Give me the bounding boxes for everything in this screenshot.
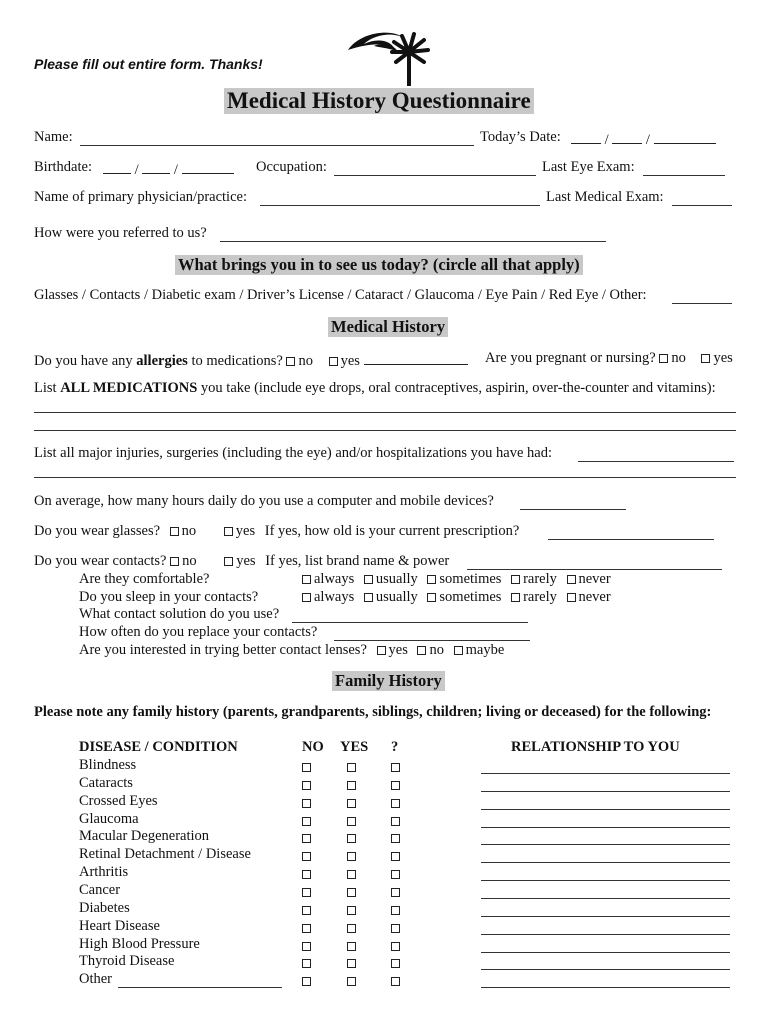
visit-reason-options: Glasses / Contacts / Diabetic exam / Driver’s License / Cataract / Glaucoma / Eye Pain / Red Eye / Other: — [34, 287, 647, 303]
condition-yes-checkbox[interactable] — [347, 852, 356, 861]
comfortable-label: Are they comfortable? — [79, 571, 210, 587]
injuries-field-1[interactable] — [578, 461, 734, 462]
condition-yes-checkbox[interactable] — [347, 763, 356, 772]
interested-maybe-checkbox[interactable] — [454, 646, 463, 655]
comfortable-usually-checkbox[interactable] — [364, 575, 373, 584]
condition-label: Other — [79, 971, 113, 988]
interested-no-checkbox[interactable] — [417, 646, 426, 655]
referral-field[interactable] — [220, 241, 606, 242]
condition-no-checkbox[interactable] — [302, 852, 311, 861]
relationship-field[interactable] — [481, 916, 730, 917]
condition-label: Cataracts — [79, 774, 133, 791]
condition-no-checkbox[interactable] — [302, 959, 311, 968]
name-label: Name: — [34, 129, 73, 145]
prescription-field[interactable] — [548, 539, 714, 540]
contacts-question: Do you wear contacts? no yes If yes, list brand name & power — [34, 553, 450, 569]
comfortable-rarely-checkbox[interactable] — [511, 575, 520, 584]
solution-label: What contact solution do you use? — [79, 606, 280, 622]
condition-yes-checkbox[interactable] — [347, 977, 356, 986]
relationship-field[interactable] — [481, 809, 730, 810]
page-title: Medical History Questionnaire — [224, 88, 534, 114]
pregnant-no-checkbox[interactable] — [659, 354, 668, 363]
relationship-field[interactable] — [481, 934, 730, 935]
computer-use-label: On average, how many hours daily do you use a computer and mobile devices? — [34, 493, 494, 509]
condition-yes-checkbox[interactable] — [347, 781, 356, 790]
replace-label: How often do you replace your contacts? — [79, 624, 318, 640]
relationship-field[interactable] — [481, 844, 730, 845]
contact-brand-field[interactable] — [467, 569, 722, 570]
condition-label: Thyroid Disease — [79, 953, 175, 970]
replace-field[interactable] — [334, 640, 530, 641]
allergies-field[interactable] — [364, 350, 468, 365]
condition-no-checkbox[interactable] — [302, 977, 311, 986]
visit-reason-heading: What brings you in to see us today? (circle all that apply) — [175, 255, 583, 275]
relationship-field[interactable] — [481, 791, 730, 792]
condition-yes-checkbox[interactable] — [347, 817, 356, 826]
relationship-field[interactable] — [481, 773, 730, 774]
comfortable-always-checkbox[interactable] — [302, 575, 311, 584]
condition-no-checkbox[interactable] — [302, 799, 311, 808]
interested-yes-checkbox[interactable] — [377, 646, 386, 655]
injuries-field-2[interactable] — [34, 477, 736, 478]
col-unknown-header: ? — [391, 739, 399, 755]
occupation-field[interactable] — [334, 175, 536, 176]
sleep-rarely-checkbox[interactable] — [511, 593, 520, 602]
condition-yes-checkbox[interactable] — [347, 834, 356, 843]
medications-field-2[interactable] — [34, 430, 736, 431]
relationship-field[interactable] — [481, 952, 730, 953]
sleep-always-checkbox[interactable] — [302, 593, 311, 602]
sleep-label: Do you sleep in your contacts? — [79, 589, 259, 605]
col-disease-header: DISEASE / CONDITION — [79, 739, 238, 755]
col-relationship-header: RELATIONSHIP TO YOU — [511, 739, 680, 755]
palmetto-moon-logo — [344, 26, 436, 88]
physician-field[interactable] — [260, 205, 540, 206]
condition-label: Arthritis — [79, 864, 129, 881]
comfortable-never-checkbox[interactable] — [567, 575, 576, 584]
condition-unknown-checkbox[interactable] — [391, 781, 400, 790]
comfortable-sometimes-checkbox[interactable] — [427, 575, 436, 584]
condition-unknown-checkbox[interactable] — [391, 870, 400, 879]
condition-label: Cancer — [79, 881, 121, 898]
condition-yes-checkbox[interactable] — [347, 959, 356, 968]
comfortable-options: always usually sometimes rarely never — [302, 571, 611, 588]
sleep-options: always usually sometimes rarely never — [302, 589, 611, 606]
condition-no-checkbox[interactable] — [302, 834, 311, 843]
condition-no-checkbox[interactable] — [302, 924, 311, 933]
medical-history-heading: Medical History — [328, 317, 448, 337]
condition-no-checkbox[interactable] — [302, 942, 311, 951]
relationship-field[interactable] — [481, 862, 730, 863]
condition-unknown-checkbox[interactable] — [391, 888, 400, 897]
condition-unknown-checkbox[interactable] — [391, 942, 400, 951]
condition-label: Glaucoma — [79, 810, 139, 827]
condition-unknown-checkbox[interactable] — [391, 799, 400, 808]
condition-label: Macular Degeneration — [79, 828, 210, 845]
condition-no-checkbox[interactable] — [302, 870, 311, 879]
interested-question: Are you interested in trying better contact lenses? yes no maybe — [79, 642, 505, 658]
medications-label: List ALL MEDICATIONS you take (include eye drops, oral contraceptives, aspirin, over-the-counter and vitamins): — [34, 380, 716, 396]
last-eye-exam-label: Last Eye Exam: — [542, 159, 635, 175]
injuries-label: List all major injuries, surgeries (including the eye) and/or hospitalizations you have had: — [34, 445, 552, 461]
relationship-field[interactable] — [481, 969, 730, 970]
todays-date-field[interactable]: / / — [571, 129, 716, 149]
last-medical-exam-label: Last Medical Exam: — [546, 189, 664, 205]
referral-label: How were you referred to us? — [34, 225, 207, 241]
birthdate-field[interactable]: / / — [103, 159, 234, 179]
solution-field[interactable] — [292, 622, 528, 623]
glasses-no-checkbox[interactable] — [170, 527, 179, 536]
medications-field-1[interactable] — [34, 412, 736, 413]
condition-label: Retinal Detachment / Disease — [79, 846, 251, 863]
other-condition-field[interactable] — [118, 987, 282, 988]
condition-label: Diabetes — [79, 899, 130, 916]
condition-label: Blindness — [79, 757, 137, 773]
occupation-label: Occupation: — [256, 159, 327, 175]
allergies-no-checkbox[interactable] — [286, 357, 295, 366]
name-field[interactable] — [80, 145, 474, 146]
relationship-field[interactable] — [481, 880, 730, 881]
condition-no-checkbox[interactable] — [302, 888, 311, 897]
allergies-yes-checkbox[interactable] — [329, 357, 338, 366]
condition-yes-checkbox[interactable] — [347, 888, 356, 897]
condition-unknown-checkbox[interactable] — [391, 906, 400, 915]
pregnant-question: Are you pregnant or nursing? no yes — [485, 350, 733, 366]
todays-date-label: Today’s Date: — [480, 129, 561, 145]
sleep-never-checkbox[interactable] — [567, 593, 576, 602]
relationship-field[interactable] — [481, 987, 730, 988]
col-no-header: NO — [302, 739, 324, 755]
condition-label: High Blood Pressure — [79, 935, 200, 952]
pregnant-yes-checkbox[interactable] — [701, 354, 710, 363]
contacts-yes-checkbox[interactable] — [224, 557, 233, 566]
condition-unknown-checkbox[interactable] — [391, 959, 400, 968]
relationship-field[interactable] — [481, 827, 730, 828]
relationship-field[interactable] — [481, 898, 730, 899]
family-history-instruction: Please note any family history (parents, grandparents, siblings, children; living or deceased) for the following: — [34, 704, 712, 720]
family-history-heading: Family History — [332, 671, 445, 691]
form-instruction: Please fill out entire form. Thanks! — [34, 56, 263, 72]
birthdate-label: Birthdate: — [34, 159, 92, 175]
allergies-question: Do you have any allergies to medications? no yes — [34, 350, 468, 370]
glasses-question: Do you wear glasses? no yes If yes, how old is your current prescription? — [34, 523, 520, 539]
visit-other-field[interactable] — [672, 303, 732, 304]
condition-unknown-checkbox[interactable] — [391, 977, 400, 986]
condition-unknown-checkbox[interactable] — [391, 924, 400, 933]
computer-use-field[interactable] — [520, 509, 626, 510]
condition-unknown-checkbox[interactable] — [391, 763, 400, 772]
glasses-yes-checkbox[interactable] — [224, 527, 233, 536]
condition-no-checkbox[interactable] — [302, 763, 311, 772]
condition-yes-checkbox[interactable] — [347, 924, 356, 933]
condition-label: Crossed Eyes — [79, 792, 158, 809]
condition-no-checkbox[interactable] — [302, 906, 311, 915]
sleep-sometimes-checkbox[interactable] — [427, 593, 436, 602]
sleep-usually-checkbox[interactable] — [364, 593, 373, 602]
condition-yes-checkbox[interactable] — [347, 906, 356, 915]
physician-label: Name of primary physician/practice: — [34, 189, 247, 205]
col-yes-header: YES — [340, 739, 369, 755]
condition-label: Heart Disease — [79, 917, 160, 934]
condition-no-checkbox[interactable] — [302, 817, 311, 826]
condition-yes-checkbox[interactable] — [347, 799, 356, 808]
condition-unknown-checkbox[interactable] — [391, 852, 400, 861]
last-eye-exam-field[interactable] — [643, 175, 725, 176]
condition-unknown-checkbox[interactable] — [391, 834, 400, 843]
condition-no-checkbox[interactable] — [302, 781, 311, 790]
condition-yes-checkbox[interactable] — [347, 870, 356, 879]
contacts-no-checkbox[interactable] — [170, 557, 179, 566]
condition-yes-checkbox[interactable] — [347, 942, 356, 951]
condition-unknown-checkbox[interactable] — [391, 817, 400, 826]
last-medical-exam-field[interactable] — [672, 205, 732, 206]
